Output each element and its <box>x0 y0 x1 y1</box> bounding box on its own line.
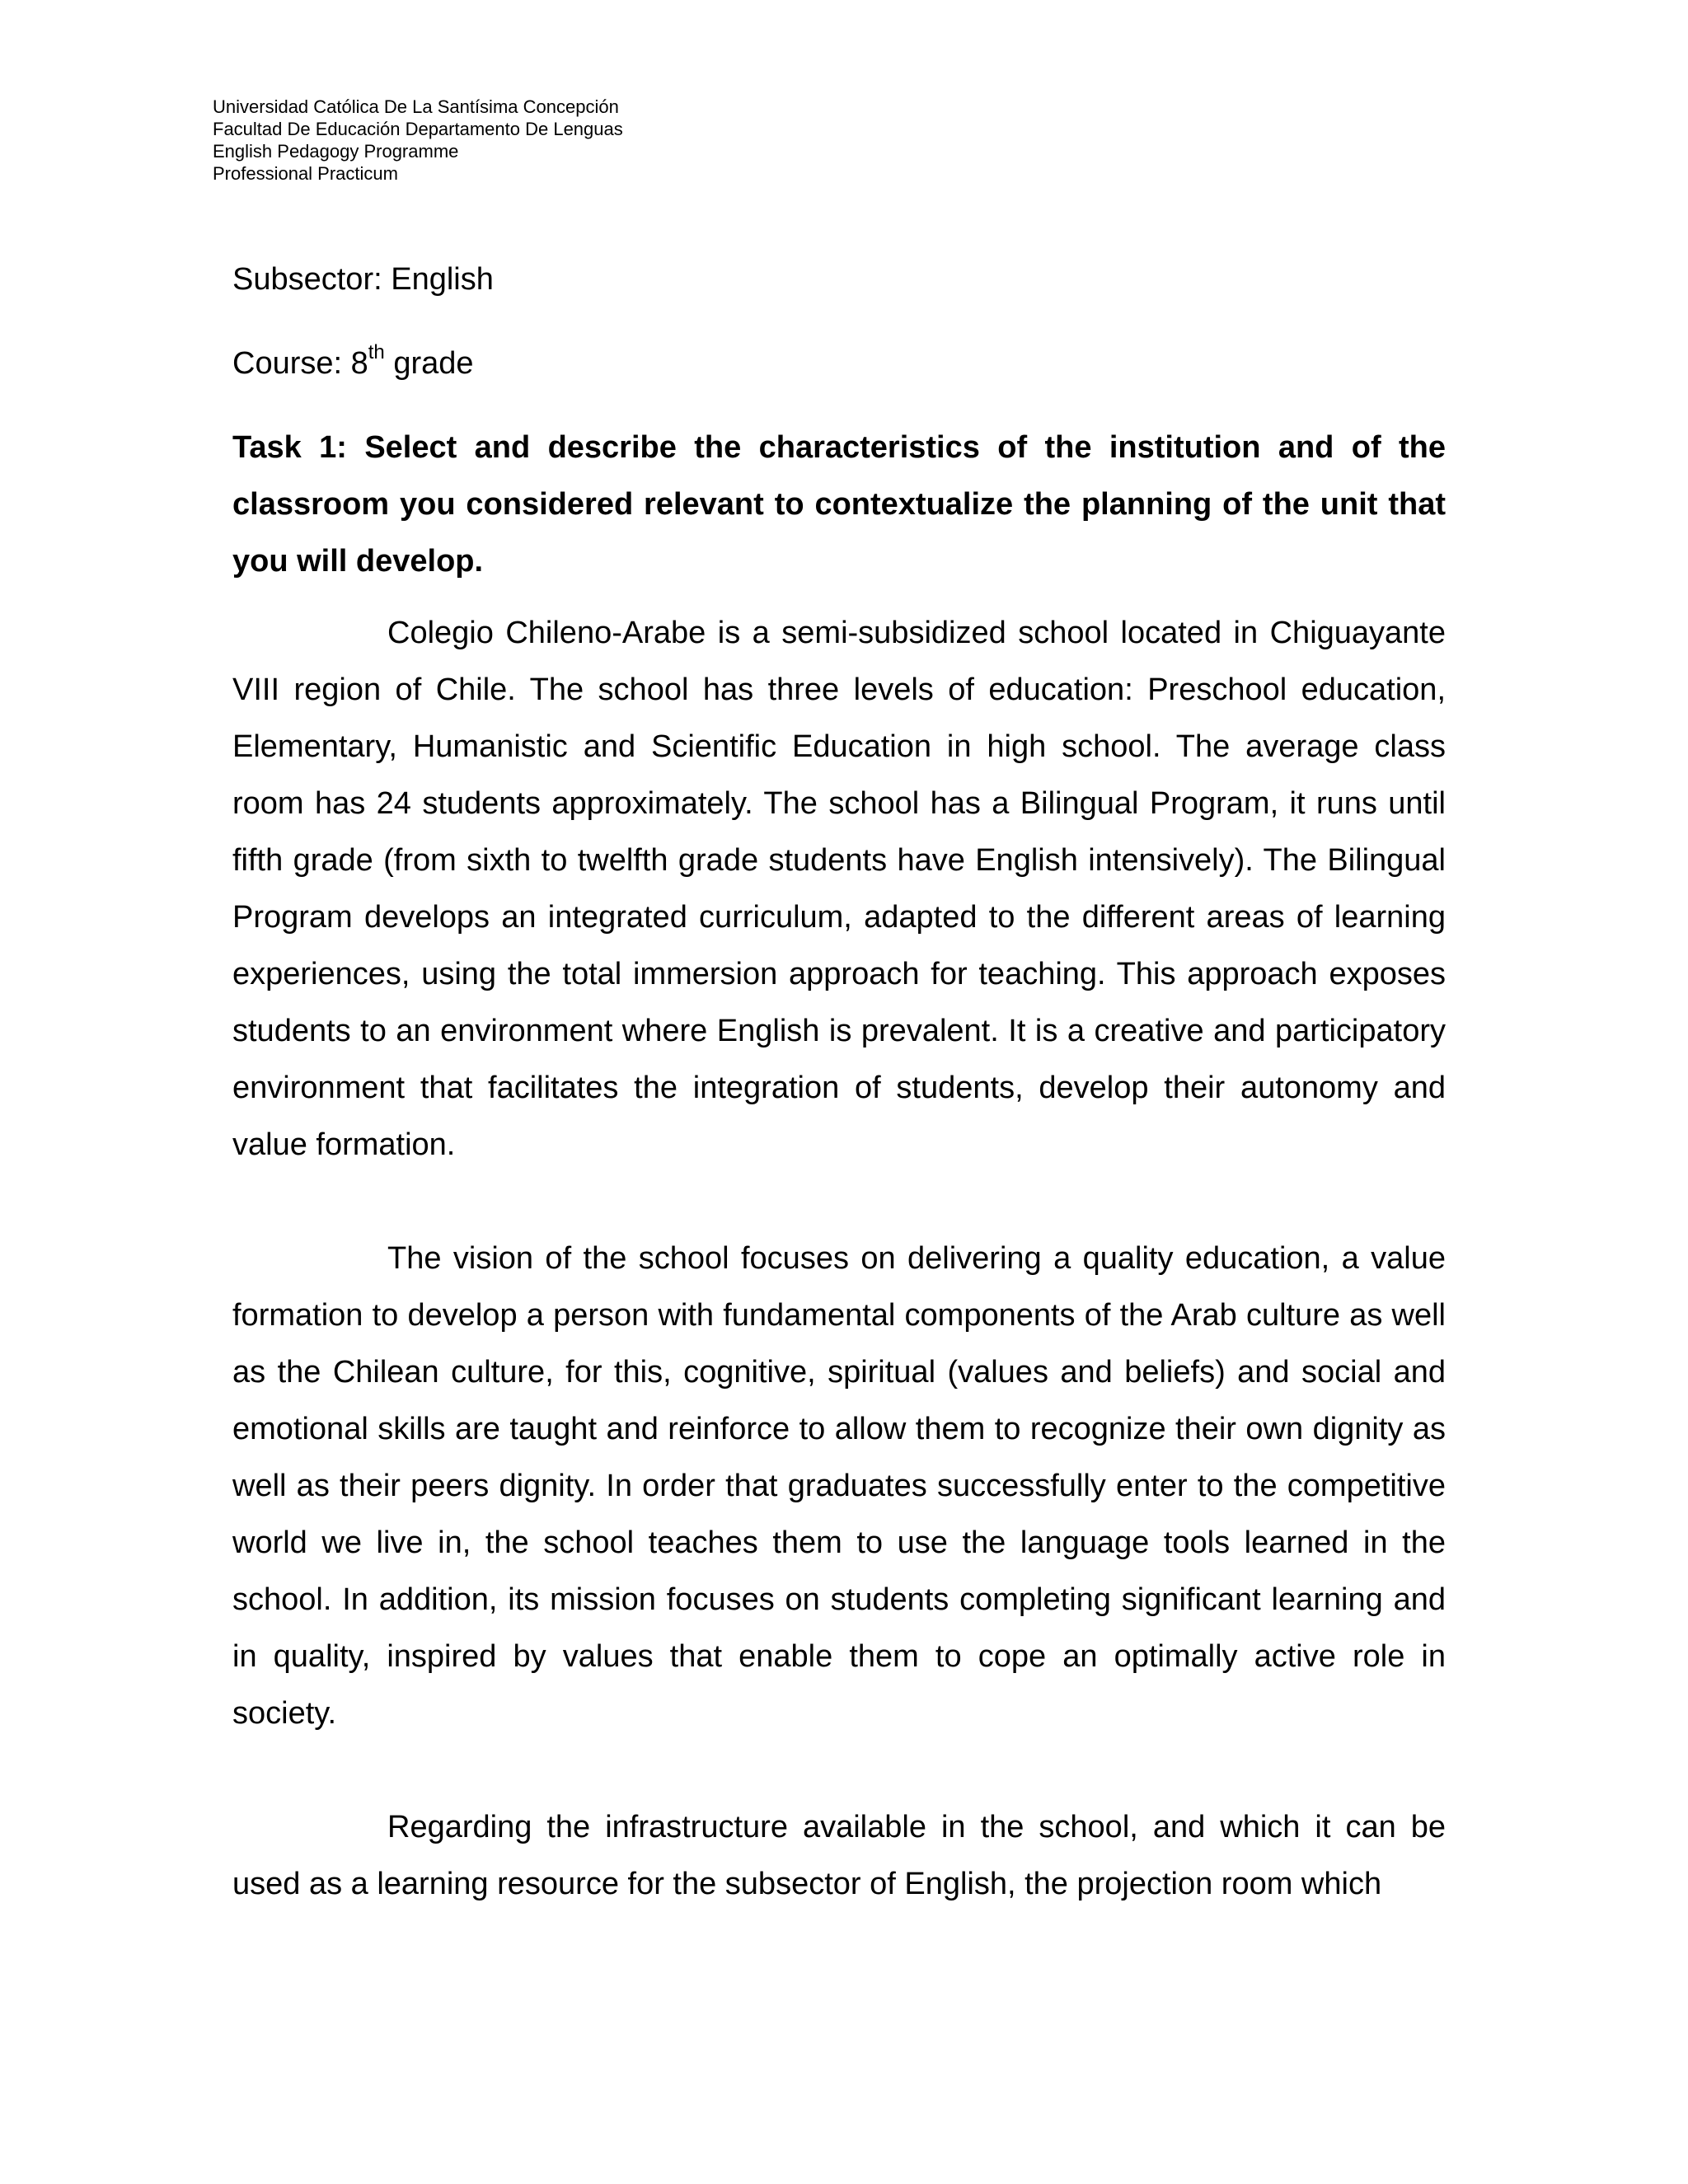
letterhead <box>213 96 623 185</box>
task-heading: Task 1: Select and describe the characteristics of the institution and of the classroom you considered relevant to contextualize the planning of the unit that you will develop. <box>232 430 1446 579</box>
paragraph-institution: Colegio Chileno-Arabe is a semi-subsidized school located in Chiguayante VIII region of Chile. The school has three levels of education: Preschool education, Elementary, Humanistic and Scientific Education in high school. The average class room has 24 students approximately. The school has a Bilingual Program, it runs until fifth grade (from sixth to twelfth grade students have English intensively). The Bilingual Program develops an integrated curriculum, adapted to the different areas of learning experiences, using the total immersion approach for teaching. This approach exposes students to an environment where English is prevalent. It is a creative and participatory environment that facilitates the integration of students, develop their autonomy and value formation. <box>232 616 1446 1162</box>
letterhead-university: Universidad Católica De La Santísima Concepción <box>213 96 619 117</box>
course-suffix: th <box>368 341 385 364</box>
subsector-label: Subsector: <box>232 262 382 297</box>
course-line <box>232 335 1446 392</box>
letterhead-programme: English Pedagogy Programme <box>213 141 459 162</box>
paragraph-vision: The vision of the school focuses on delivering a quality education, a value formation to develop a person with fundamental components of the Arab culture as well as the Chilean culture, for this, cognitive, spiritual (values and beliefs) and social and emotional skills are taught and reinforce to allow them to recognize their own dignity as well as their peers dignity. In order that graduates successfully enter to the competitive world we live in, the school teaches them to use the language tools learned in the school. In addition, its mission focuses on students completing significant learning and in quality, inspired by values that enable them to cope an optimally active role in society. <box>232 1241 1446 1731</box>
course-number: 8 <box>350 346 368 381</box>
letterhead-faculty: Facultad De Educación Departamento De Lenguas <box>213 119 623 139</box>
subsector-value: English <box>391 262 494 297</box>
course-unit: grade <box>393 346 474 381</box>
subsector-line <box>232 251 1446 308</box>
paragraph-infrastructure: Regarding the infrastructure available in the school, and which it can be used as a learning resource for the subsector of English, the projection room which <box>232 1810 1446 1901</box>
letterhead-practicum: Professional Practicum <box>213 163 398 184</box>
document-body <box>232 251 1446 1970</box>
course-label: Course: <box>232 346 343 381</box>
